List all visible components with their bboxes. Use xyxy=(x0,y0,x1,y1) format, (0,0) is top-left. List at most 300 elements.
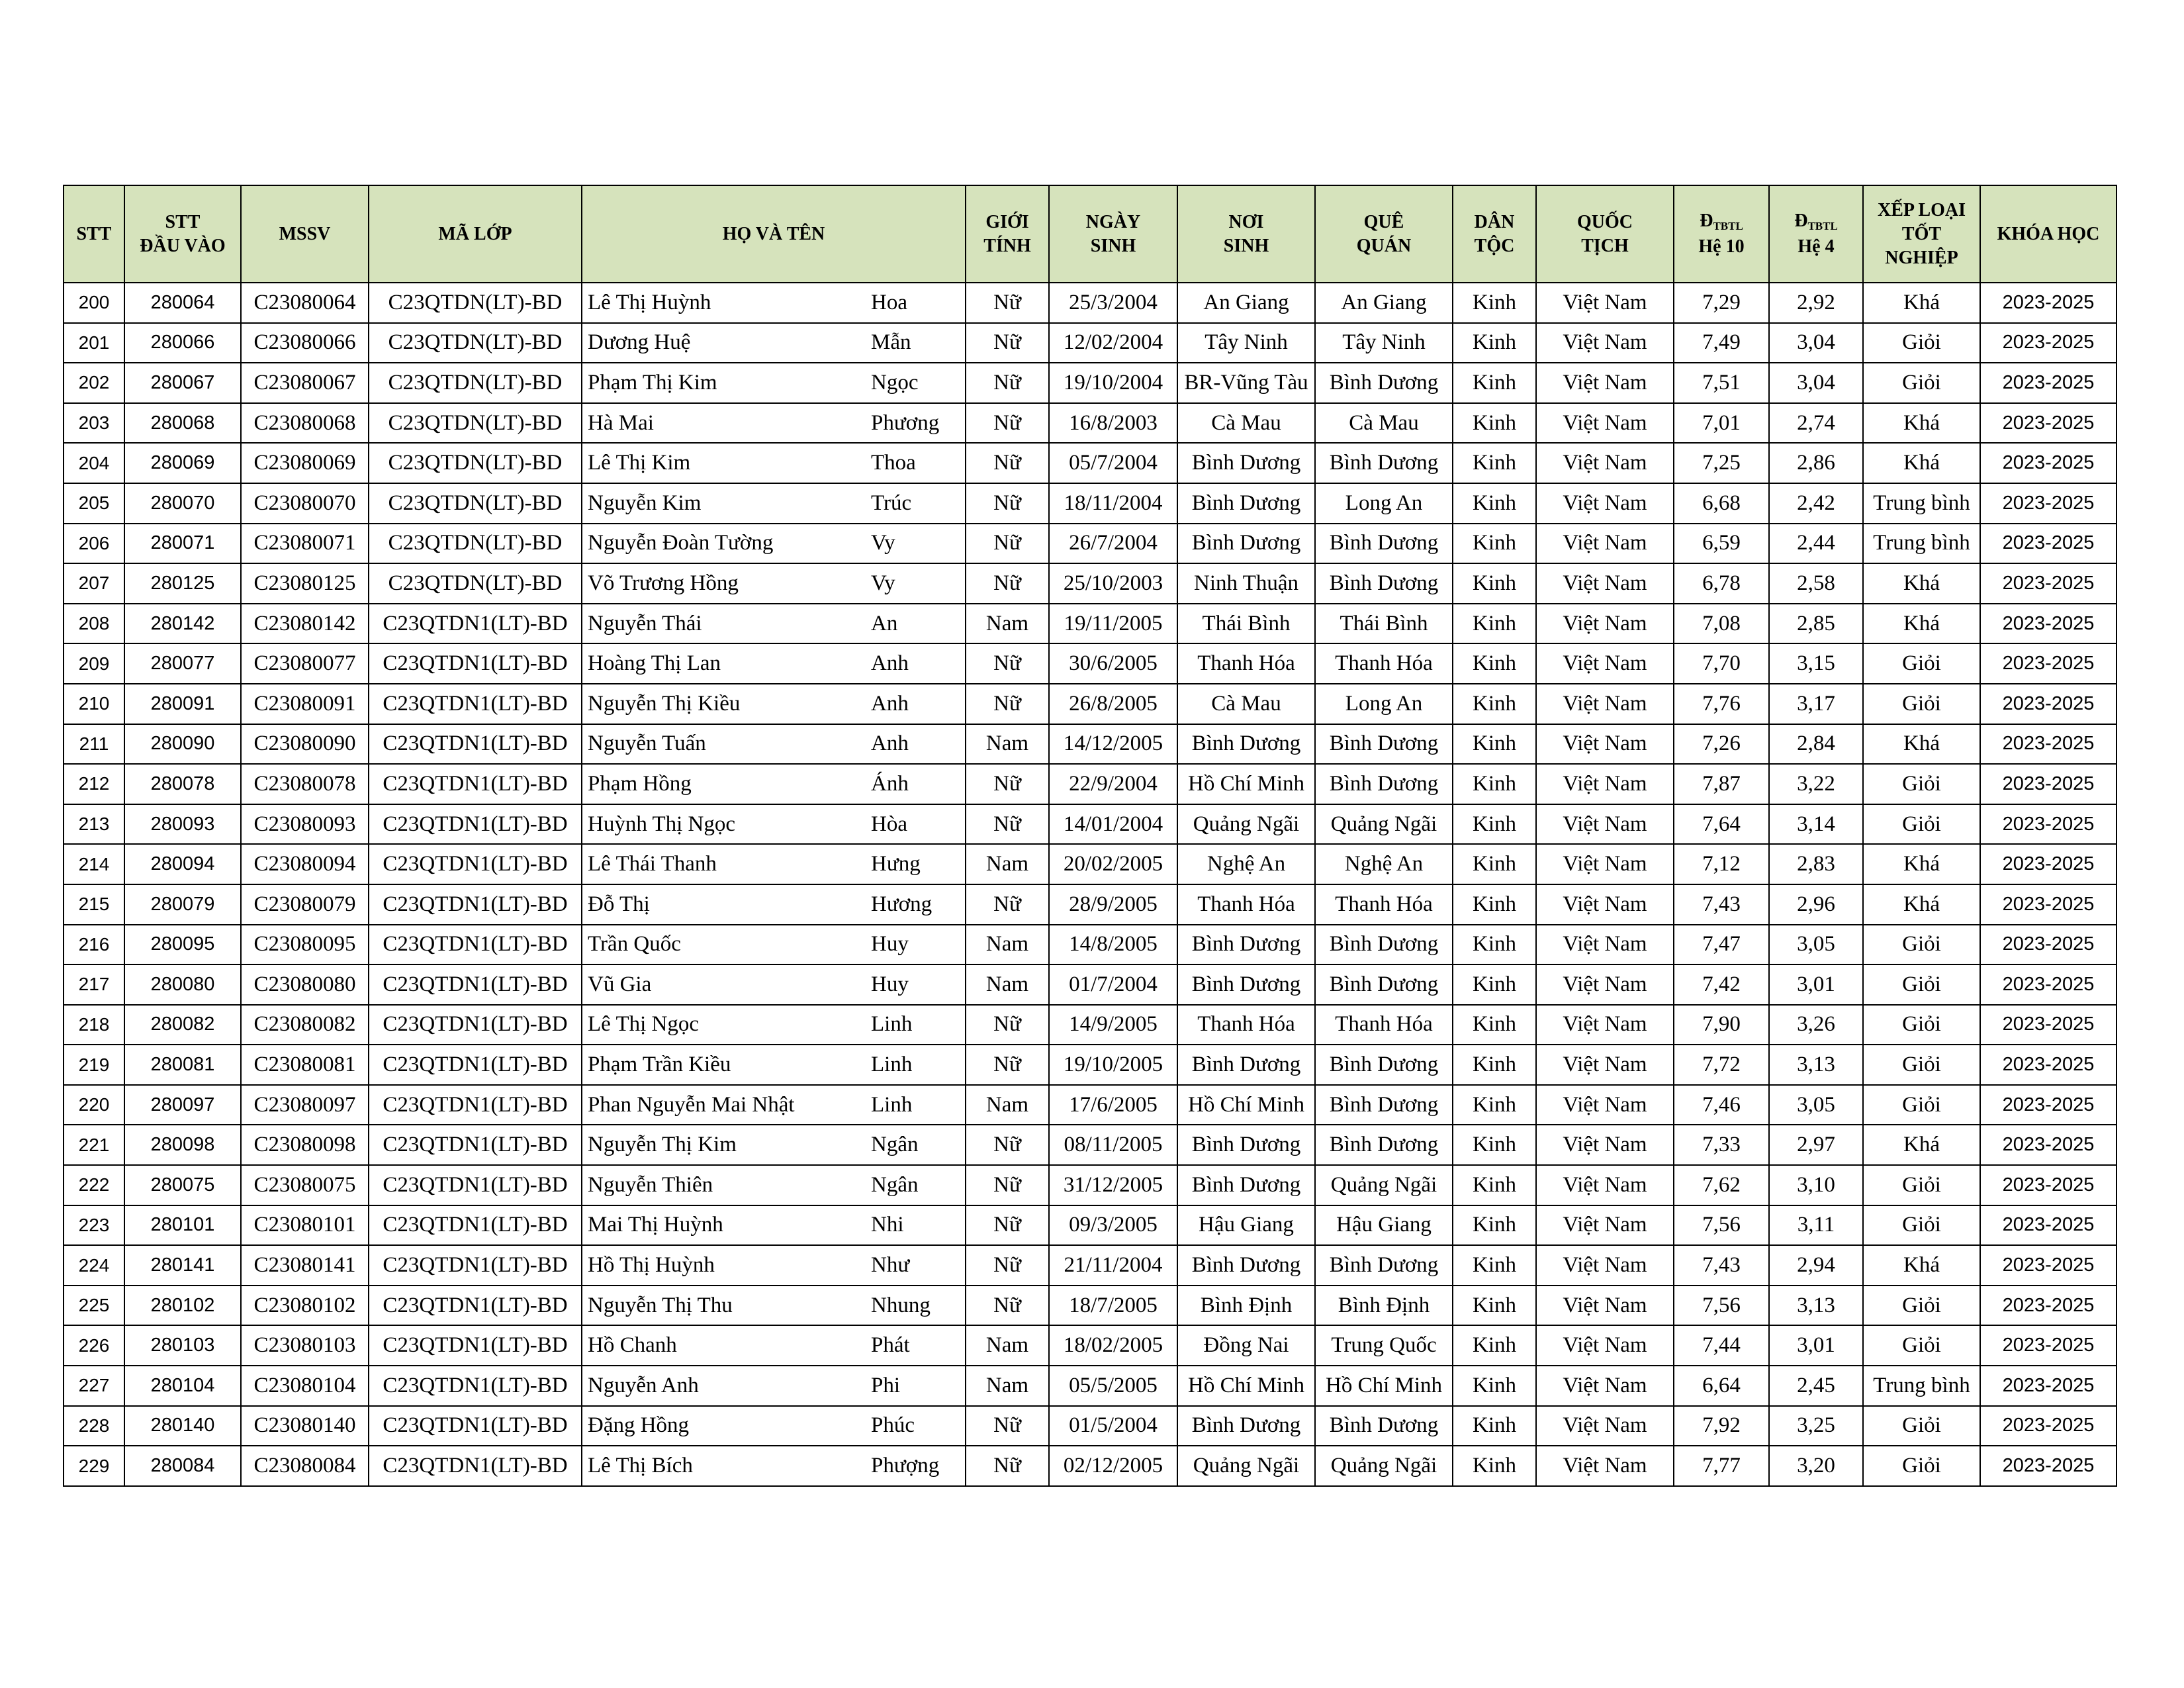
cell-stt-dau-vao: 280081 xyxy=(124,1045,241,1085)
table-row xyxy=(64,884,2116,925)
table-row xyxy=(64,724,2116,765)
cell-ngay-sinh: 02/12/2005 xyxy=(1049,1446,1177,1486)
cell-stt: 213 xyxy=(64,804,124,845)
cell-ho-dem: Hoàng Thị Lan xyxy=(582,643,868,684)
cell-mssv: C23080066 xyxy=(241,323,369,363)
cell-dtbtl-he10: 7,56 xyxy=(1674,1286,1769,1326)
cell-stt: 201 xyxy=(64,323,124,363)
cell-khoa-hoc: 2023-2025 xyxy=(1980,844,2116,884)
cell-dtbtl-he10: 7,70 xyxy=(1674,643,1769,684)
cell-dtbtl-he10: 7,92 xyxy=(1674,1406,1769,1446)
cell-mssv: C23080098 xyxy=(241,1125,369,1165)
cell-dtbtl-he10: 7,72 xyxy=(1674,1045,1769,1085)
cell-dan-toc: Kinh xyxy=(1453,283,1536,323)
cell-dtbtl-he4: 3,04 xyxy=(1769,323,1863,363)
cell-quoc-tich: Việt Nam xyxy=(1536,604,1674,644)
cell-ten: Mẫn xyxy=(868,323,966,363)
cell-quoc-tich: Việt Nam xyxy=(1536,403,1674,444)
cell-dan-toc: Kinh xyxy=(1453,1286,1536,1326)
cell-que-quan: Thái Bình xyxy=(1315,604,1453,644)
cell-stt: 216 xyxy=(64,925,124,965)
cell-stt-dau-vao: 280082 xyxy=(124,1005,241,1045)
table-row xyxy=(64,1165,2116,1205)
cell-ma-lop: C23QTDN(LT)-BD xyxy=(369,524,582,564)
cell-mssv: C23080082 xyxy=(241,1005,369,1045)
cell-khoa-hoc: 2023-2025 xyxy=(1980,1205,2116,1246)
table-row xyxy=(64,403,2116,444)
cell-ngay-sinh: 25/10/2003 xyxy=(1049,563,1177,604)
cell-dtbtl-he10: 7,42 xyxy=(1674,964,1769,1005)
cell-quoc-tich: Việt Nam xyxy=(1536,1325,1674,1366)
cell-gioi-tinh: Nam xyxy=(966,844,1049,884)
cell-ma-lop: C23QTDN1(LT)-BD xyxy=(369,1085,582,1125)
cell-xep-loai: Giỏi xyxy=(1863,804,1980,845)
cell-xep-loai: Khá xyxy=(1863,1245,1980,1286)
cell-ngay-sinh: 30/6/2005 xyxy=(1049,643,1177,684)
cell-ten: Anh xyxy=(868,684,966,724)
cell-khoa-hoc: 2023-2025 xyxy=(1980,1366,2116,1406)
cell-ma-lop: C23QTDN1(LT)-BD xyxy=(369,844,582,884)
cell-gioi-tinh: Nữ xyxy=(966,323,1049,363)
cell-que-quan: Thanh Hóa xyxy=(1315,1005,1453,1045)
cell-quoc-tich: Việt Nam xyxy=(1536,724,1674,765)
cell-ho-dem: Nguyễn Anh xyxy=(582,1366,868,1406)
cell-ma-lop: C23QTDN(LT)-BD xyxy=(369,563,582,604)
cell-ngay-sinh: 18/7/2005 xyxy=(1049,1286,1177,1326)
cell-ngay-sinh: 18/02/2005 xyxy=(1049,1325,1177,1366)
cell-gioi-tinh: Nam xyxy=(966,1085,1049,1125)
cell-ho-dem: Nguyễn Kim xyxy=(582,483,868,524)
cell-xep-loai: Giỏi xyxy=(1863,1446,1980,1486)
cell-stt-dau-vao: 280077 xyxy=(124,643,241,684)
cell-quoc-tich: Việt Nam xyxy=(1536,684,1674,724)
cell-khoa-hoc: 2023-2025 xyxy=(1980,443,2116,483)
cell-que-quan: Hậu Giang xyxy=(1315,1205,1453,1246)
cell-que-quan: Bình Dương xyxy=(1315,524,1453,564)
cell-dtbtl-he4: 2,85 xyxy=(1769,604,1863,644)
cell-khoa-hoc: 2023-2025 xyxy=(1980,925,2116,965)
cell-mssv: C23080125 xyxy=(241,563,369,604)
header-ma-lop: MÃ LỚP xyxy=(369,185,582,283)
cell-quoc-tich: Việt Nam xyxy=(1536,1366,1674,1406)
cell-noi-sinh: Thanh Hóa xyxy=(1177,643,1315,684)
cell-khoa-hoc: 2023-2025 xyxy=(1980,964,2116,1005)
cell-dtbtl-he10: 7,56 xyxy=(1674,1205,1769,1246)
cell-ho-dem: Lê Thị Bích xyxy=(582,1446,868,1486)
cell-dtbtl-he10: 7,33 xyxy=(1674,1125,1769,1165)
cell-dan-toc: Kinh xyxy=(1453,524,1536,564)
cell-dtbtl-he10: 7,47 xyxy=(1674,925,1769,965)
cell-quoc-tich: Việt Nam xyxy=(1536,1165,1674,1205)
cell-quoc-tich: Việt Nam xyxy=(1536,1205,1674,1246)
cell-quoc-tich: Việt Nam xyxy=(1536,804,1674,845)
cell-que-quan: Hồ Chí Minh xyxy=(1315,1366,1453,1406)
cell-xep-loai: Khá xyxy=(1863,443,1980,483)
cell-quoc-tich: Việt Nam xyxy=(1536,1045,1674,1085)
cell-que-quan: Bình Dương xyxy=(1315,1245,1453,1286)
cell-stt: 219 xyxy=(64,1045,124,1085)
table-row xyxy=(64,604,2116,644)
table-row xyxy=(64,363,2116,403)
cell-gioi-tinh: Nam xyxy=(966,1325,1049,1366)
table-row xyxy=(64,684,2116,724)
cell-noi-sinh: Bình Dương xyxy=(1177,524,1315,564)
cell-stt-dau-vao: 280078 xyxy=(124,764,241,804)
cell-dtbtl-he10: 7,12 xyxy=(1674,844,1769,884)
table-row xyxy=(64,925,2116,965)
cell-dtbtl-he4: 2,96 xyxy=(1769,884,1863,925)
cell-gioi-tinh: Nữ xyxy=(966,1125,1049,1165)
cell-dtbtl-he4: 2,94 xyxy=(1769,1245,1863,1286)
cell-dtbtl-he10: 7,62 xyxy=(1674,1165,1769,1205)
cell-dtbtl-he4: 2,74 xyxy=(1769,403,1863,444)
cell-mssv: C23080102 xyxy=(241,1286,369,1326)
cell-khoa-hoc: 2023-2025 xyxy=(1980,643,2116,684)
cell-ten: Hưng xyxy=(868,844,966,884)
cell-noi-sinh: Đồng Nai xyxy=(1177,1325,1315,1366)
cell-ngay-sinh: 26/7/2004 xyxy=(1049,524,1177,564)
cell-dan-toc: Kinh xyxy=(1453,483,1536,524)
cell-stt: 203 xyxy=(64,403,124,444)
cell-dtbtl-he10: 6,78 xyxy=(1674,563,1769,604)
cell-ngay-sinh: 05/7/2004 xyxy=(1049,443,1177,483)
cell-quoc-tich: Việt Nam xyxy=(1536,563,1674,604)
cell-que-quan: Bình Dương xyxy=(1315,1045,1453,1085)
cell-que-quan: Bình Dương xyxy=(1315,964,1453,1005)
cell-gioi-tinh: Nam xyxy=(966,964,1049,1005)
cell-mssv: C23080064 xyxy=(241,283,369,323)
cell-dan-toc: Kinh xyxy=(1453,443,1536,483)
cell-mssv: C23080078 xyxy=(241,764,369,804)
cell-ten: Phi xyxy=(868,1366,966,1406)
cell-khoa-hoc: 2023-2025 xyxy=(1980,1406,2116,1446)
cell-xep-loai: Giỏi xyxy=(1863,764,1980,804)
cell-stt: 211 xyxy=(64,724,124,765)
cell-stt: 202 xyxy=(64,363,124,403)
cell-khoa-hoc: 2023-2025 xyxy=(1980,403,2116,444)
cell-ten: Linh xyxy=(868,1085,966,1125)
cell-ngay-sinh: 09/3/2005 xyxy=(1049,1205,1177,1246)
cell-dan-toc: Kinh xyxy=(1453,684,1536,724)
cell-dtbtl-he4: 3,11 xyxy=(1769,1205,1863,1246)
cell-mssv: C23080067 xyxy=(241,363,369,403)
cell-dtbtl-he4: 3,13 xyxy=(1769,1045,1863,1085)
cell-stt: 221 xyxy=(64,1125,124,1165)
cell-gioi-tinh: Nam xyxy=(966,604,1049,644)
cell-khoa-hoc: 2023-2025 xyxy=(1980,884,2116,925)
cell-stt-dau-vao: 280142 xyxy=(124,604,241,644)
cell-stt-dau-vao: 280084 xyxy=(124,1446,241,1486)
cell-khoa-hoc: 2023-2025 xyxy=(1980,1125,2116,1165)
cell-que-quan: Thanh Hóa xyxy=(1315,884,1453,925)
cell-xep-loai: Giỏi xyxy=(1863,1205,1980,1246)
cell-ngay-sinh: 31/12/2005 xyxy=(1049,1165,1177,1205)
cell-ho-dem: Võ Trương Hồng xyxy=(582,563,868,604)
cell-ngay-sinh: 08/11/2005 xyxy=(1049,1125,1177,1165)
cell-dtbtl-he4: 2,83 xyxy=(1769,844,1863,884)
cell-ten: Hương xyxy=(868,884,966,925)
cell-que-quan: Bình Dương xyxy=(1315,363,1453,403)
cell-xep-loai: Trung bình xyxy=(1863,483,1980,524)
cell-xep-loai: Giỏi xyxy=(1863,1085,1980,1125)
cell-ngay-sinh: 19/10/2005 xyxy=(1049,1045,1177,1085)
cell-gioi-tinh: Nữ xyxy=(966,483,1049,524)
cell-que-quan: Cà Mau xyxy=(1315,403,1453,444)
cell-mssv: C23080091 xyxy=(241,684,369,724)
cell-dan-toc: Kinh xyxy=(1453,643,1536,684)
cell-ten: Thoa xyxy=(868,443,966,483)
cell-dtbtl-he10: 6,59 xyxy=(1674,524,1769,564)
cell-khoa-hoc: 2023-2025 xyxy=(1980,483,2116,524)
cell-mssv: C23080093 xyxy=(241,804,369,845)
cell-que-quan: Trung Quốc xyxy=(1315,1325,1453,1366)
table-row xyxy=(64,1366,2116,1406)
cell-xep-loai: Khá xyxy=(1863,1125,1980,1165)
cell-ho-dem: Nguyễn Thiên xyxy=(582,1165,868,1205)
header-stt-dau-vao: STT ĐẦU VÀO xyxy=(124,185,241,283)
cell-xep-loai: Giỏi xyxy=(1863,1286,1980,1326)
cell-gioi-tinh: Nữ xyxy=(966,884,1049,925)
cell-khoa-hoc: 2023-2025 xyxy=(1980,804,2116,845)
cell-ten: Huy xyxy=(868,964,966,1005)
cell-dtbtl-he10: 7,77 xyxy=(1674,1446,1769,1486)
cell-que-quan: Bình Dương xyxy=(1315,724,1453,765)
cell-stt-dau-vao: 280094 xyxy=(124,844,241,884)
cell-gioi-tinh: Nữ xyxy=(966,1165,1049,1205)
cell-khoa-hoc: 2023-2025 xyxy=(1980,1245,2116,1286)
cell-khoa-hoc: 2023-2025 xyxy=(1980,724,2116,765)
cell-xep-loai: Giỏi xyxy=(1863,964,1980,1005)
cell-dan-toc: Kinh xyxy=(1453,1005,1536,1045)
cell-stt-dau-vao: 280101 xyxy=(124,1205,241,1246)
cell-dan-toc: Kinh xyxy=(1453,403,1536,444)
cell-ho-dem: Mai Thị Huỳnh xyxy=(582,1205,868,1246)
cell-khoa-hoc: 2023-2025 xyxy=(1980,283,2116,323)
cell-ma-lop: C23QTDN1(LT)-BD xyxy=(369,925,582,965)
cell-xep-loai: Giỏi xyxy=(1863,323,1980,363)
cell-noi-sinh: Hồ Chí Minh xyxy=(1177,1366,1315,1406)
cell-ngay-sinh: 21/11/2004 xyxy=(1049,1245,1177,1286)
table-row xyxy=(64,1406,2116,1446)
cell-stt: 206 xyxy=(64,524,124,564)
cell-dtbtl-he10: 6,64 xyxy=(1674,1366,1769,1406)
cell-que-quan: Quảng Ngãi xyxy=(1315,804,1453,845)
cell-ten: Vy xyxy=(868,524,966,564)
cell-ma-lop: C23QTDN1(LT)-BD xyxy=(369,1406,582,1446)
cell-dan-toc: Kinh xyxy=(1453,1205,1536,1246)
header-que-quan: QUÊ QUÁN xyxy=(1315,185,1453,283)
cell-quoc-tich: Việt Nam xyxy=(1536,524,1674,564)
cell-ngay-sinh: 22/9/2004 xyxy=(1049,764,1177,804)
cell-mssv: C23080142 xyxy=(241,604,369,644)
cell-stt: 210 xyxy=(64,684,124,724)
cell-dtbtl-he10: 7,29 xyxy=(1674,283,1769,323)
cell-xep-loai: Giỏi xyxy=(1863,1325,1980,1366)
cell-que-quan: Bình Định xyxy=(1315,1286,1453,1326)
cell-ho-dem: Trần Quốc xyxy=(582,925,868,965)
table-row xyxy=(64,443,2116,483)
cell-noi-sinh: Bình Dương xyxy=(1177,724,1315,765)
cell-noi-sinh: Tây Ninh xyxy=(1177,323,1315,363)
cell-quoc-tich: Việt Nam xyxy=(1536,1085,1674,1125)
cell-dtbtl-he4: 3,17 xyxy=(1769,684,1863,724)
cell-noi-sinh: Bình Dương xyxy=(1177,1125,1315,1165)
cell-noi-sinh: Quảng Ngãi xyxy=(1177,1446,1315,1486)
cell-dan-toc: Kinh xyxy=(1453,563,1536,604)
cell-xep-loai: Giỏi xyxy=(1863,1005,1980,1045)
cell-mssv: C23080071 xyxy=(241,524,369,564)
cell-mssv: C23080101 xyxy=(241,1205,369,1246)
cell-xep-loai: Trung bình xyxy=(1863,1366,1980,1406)
cell-dtbtl-he10: 7,08 xyxy=(1674,604,1769,644)
cell-ten: Nhi xyxy=(868,1205,966,1246)
table-row xyxy=(64,563,2116,604)
cell-dan-toc: Kinh xyxy=(1453,1406,1536,1446)
cell-ten: Phúc xyxy=(868,1406,966,1446)
table-row xyxy=(64,483,2116,524)
cell-gioi-tinh: Nam xyxy=(966,925,1049,965)
cell-stt: 207 xyxy=(64,563,124,604)
cell-dan-toc: Kinh xyxy=(1453,323,1536,363)
cell-que-quan: Bình Dương xyxy=(1315,1406,1453,1446)
cell-ho-dem: Phạm Hồng xyxy=(582,764,868,804)
cell-xep-loai: Giỏi xyxy=(1863,1406,1980,1446)
cell-quoc-tich: Việt Nam xyxy=(1536,764,1674,804)
cell-stt-dau-vao: 280140 xyxy=(124,1406,241,1446)
cell-ngay-sinh: 17/6/2005 xyxy=(1049,1085,1177,1125)
cell-dtbtl-he4: 3,04 xyxy=(1769,363,1863,403)
cell-quoc-tich: Việt Nam xyxy=(1536,283,1674,323)
cell-gioi-tinh: Nữ xyxy=(966,524,1049,564)
cell-ten: Huy xyxy=(868,925,966,965)
cell-ten: Anh xyxy=(868,643,966,684)
cell-stt: 225 xyxy=(64,1286,124,1326)
cell-ma-lop: C23QTDN1(LT)-BD xyxy=(369,1205,582,1246)
cell-dtbtl-he10: 7,43 xyxy=(1674,1245,1769,1286)
cell-ten: Linh xyxy=(868,1045,966,1085)
header-khoa-hoc: KHÓA HỌC xyxy=(1980,185,2116,283)
cell-ngay-sinh: 28/9/2005 xyxy=(1049,884,1177,925)
cell-gioi-tinh: Nữ xyxy=(966,1045,1049,1085)
cell-ngay-sinh: 14/8/2005 xyxy=(1049,925,1177,965)
cell-khoa-hoc: 2023-2025 xyxy=(1980,1286,2116,1326)
cell-khoa-hoc: 2023-2025 xyxy=(1980,1165,2116,1205)
cell-noi-sinh: Bình Dương xyxy=(1177,443,1315,483)
cell-noi-sinh: Cà Mau xyxy=(1177,403,1315,444)
cell-mssv: C23080084 xyxy=(241,1446,369,1486)
cell-mssv: C23080094 xyxy=(241,844,369,884)
cell-ma-lop: C23QTDN1(LT)-BD xyxy=(369,1005,582,1045)
cell-ho-dem: Nguyễn Thị Kiều xyxy=(582,684,868,724)
cell-dtbtl-he4: 3,20 xyxy=(1769,1446,1863,1486)
header-quoc-tich: QUỐC TỊCH xyxy=(1536,185,1674,283)
cell-ngay-sinh: 14/12/2005 xyxy=(1049,724,1177,765)
cell-ma-lop: C23QTDN1(LT)-BD xyxy=(369,643,582,684)
cell-dtbtl-he10: 7,51 xyxy=(1674,363,1769,403)
cell-ten: Ngọc xyxy=(868,363,966,403)
cell-gioi-tinh: Nữ xyxy=(966,1245,1049,1286)
cell-dan-toc: Kinh xyxy=(1453,1245,1536,1286)
header-dtbtl-he4: ĐTBTL Hệ 4 xyxy=(1769,185,1863,283)
cell-dtbtl-he4: 3,14 xyxy=(1769,804,1863,845)
cell-dtbtl-he4: 2,97 xyxy=(1769,1125,1863,1165)
table-row xyxy=(64,323,2116,363)
table-row xyxy=(64,524,2116,564)
cell-dtbtl-he4: 3,10 xyxy=(1769,1165,1863,1205)
cell-noi-sinh: Thanh Hóa xyxy=(1177,884,1315,925)
cell-ho-dem: Hà Mai xyxy=(582,403,868,444)
cell-xep-loai: Giỏi xyxy=(1863,925,1980,965)
cell-ten: Linh xyxy=(868,1005,966,1045)
cell-noi-sinh: Bình Dương xyxy=(1177,1045,1315,1085)
cell-dtbtl-he4: 3,01 xyxy=(1769,964,1863,1005)
cell-dtbtl-he10: 7,43 xyxy=(1674,884,1769,925)
cell-stt: 204 xyxy=(64,443,124,483)
cell-mssv: C23080069 xyxy=(241,443,369,483)
cell-ho-dem: Phan Nguyễn Mai Nhật xyxy=(582,1085,868,1125)
cell-que-quan: Nghệ An xyxy=(1315,844,1453,884)
table-row xyxy=(64,1005,2116,1045)
cell-ho-dem: Nguyễn Thị Kim xyxy=(582,1125,868,1165)
cell-quoc-tich: Việt Nam xyxy=(1536,443,1674,483)
cell-xep-loai: Khá xyxy=(1863,884,1980,925)
cell-xep-loai: Khá xyxy=(1863,563,1980,604)
cell-noi-sinh: Bình Dương xyxy=(1177,1165,1315,1205)
cell-que-quan: Quảng Ngãi xyxy=(1315,1165,1453,1205)
cell-ten: Phương xyxy=(868,403,966,444)
cell-gioi-tinh: Nữ xyxy=(966,684,1049,724)
cell-dan-toc: Kinh xyxy=(1453,764,1536,804)
cell-ngay-sinh: 14/01/2004 xyxy=(1049,804,1177,845)
header-xep-loai: XẾP LOẠI TỐT NGHIỆP xyxy=(1863,185,1980,283)
cell-stt-dau-vao: 280075 xyxy=(124,1165,241,1205)
cell-dtbtl-he4: 2,44 xyxy=(1769,524,1863,564)
cell-gioi-tinh: Nữ xyxy=(966,403,1049,444)
header-ho-va-ten: HỌ VÀ TÊN xyxy=(582,185,966,283)
cell-mssv: C23080103 xyxy=(241,1325,369,1366)
cell-stt-dau-vao: 280064 xyxy=(124,283,241,323)
cell-que-quan: Quảng Ngãi xyxy=(1315,1446,1453,1486)
cell-gioi-tinh: Nữ xyxy=(966,804,1049,845)
cell-ngay-sinh: 01/7/2004 xyxy=(1049,964,1177,1005)
table-row xyxy=(64,1446,2116,1486)
header-gioi-tinh: GIỚI TÍNH xyxy=(966,185,1049,283)
cell-mssv: C23080140 xyxy=(241,1406,369,1446)
cell-ten: Ngân xyxy=(868,1165,966,1205)
table-row xyxy=(64,1125,2116,1165)
cell-ma-lop: C23QTDN1(LT)-BD xyxy=(369,1325,582,1366)
cell-ma-lop: C23QTDN(LT)-BD xyxy=(369,443,582,483)
cell-mssv: C23080141 xyxy=(241,1245,369,1286)
graduation-table xyxy=(63,185,2117,1487)
cell-stt-dau-vao: 280095 xyxy=(124,925,241,965)
cell-dan-toc: Kinh xyxy=(1453,844,1536,884)
cell-ma-lop: C23QTDN1(LT)-BD xyxy=(369,724,582,765)
cell-ngay-sinh: 25/3/2004 xyxy=(1049,283,1177,323)
cell-quoc-tich: Việt Nam xyxy=(1536,1245,1674,1286)
cell-xep-loai: Khá xyxy=(1863,604,1980,644)
cell-ten: Trúc xyxy=(868,483,966,524)
cell-stt-dau-vao: 280104 xyxy=(124,1366,241,1406)
cell-stt: 218 xyxy=(64,1005,124,1045)
cell-khoa-hoc: 2023-2025 xyxy=(1980,684,2116,724)
cell-ma-lop: C23QTDN(LT)-BD xyxy=(369,363,582,403)
cell-stt-dau-vao: 280079 xyxy=(124,884,241,925)
cell-que-quan: Bình Dương xyxy=(1315,1085,1453,1125)
cell-dan-toc: Kinh xyxy=(1453,884,1536,925)
cell-que-quan: Thanh Hóa xyxy=(1315,643,1453,684)
cell-khoa-hoc: 2023-2025 xyxy=(1980,1045,2116,1085)
